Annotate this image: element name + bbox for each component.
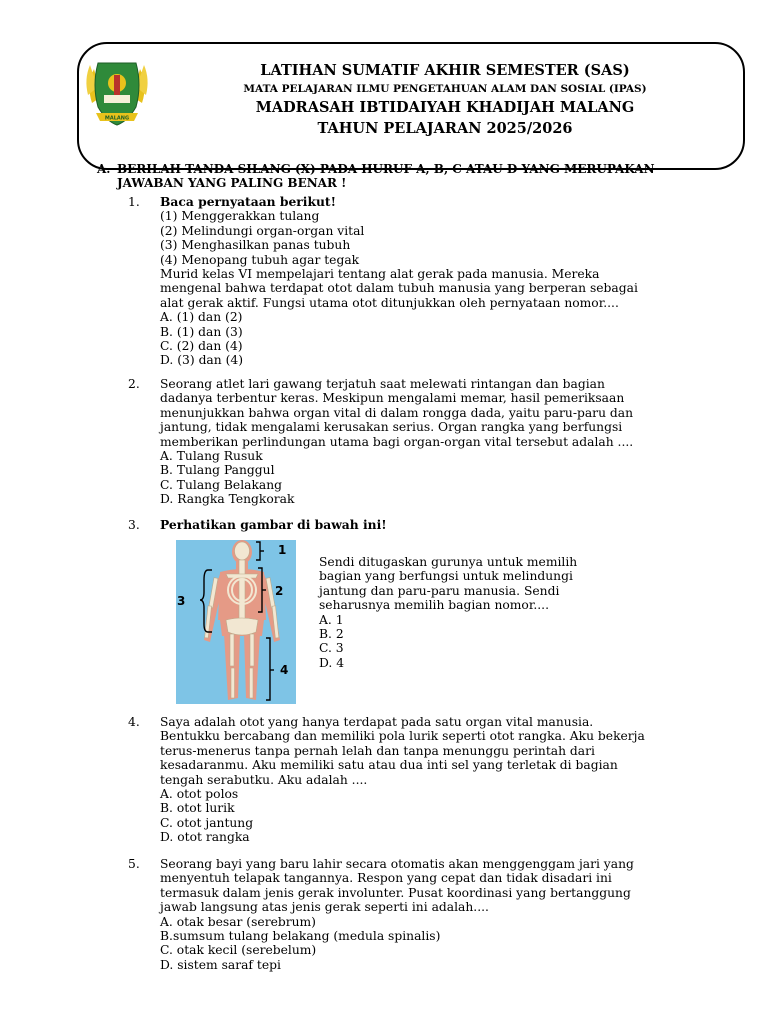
question-stem-line: menunjukkan bahwa organ vital di dalam rongga dada, yaitu paru-paru dan — [160, 405, 634, 420]
school-crest-icon — [84, 55, 150, 131]
statement: (1) Menggerakkan tulang — [160, 209, 320, 224]
answer-option-d[interactable]: D. otot rangka — [160, 830, 250, 845]
answer-option-a[interactable]: A. otak besar (serebrum) — [160, 914, 316, 929]
section-instruction — [97, 162, 709, 190]
question-intro: Perhatikan gambar di bawah ini! — [160, 517, 387, 532]
question-stem-line: Bentukku bercabang dan memiliki pola lurik seperti otot rangka. Aku bekerja — [160, 729, 645, 744]
statement: (2) Melindungi organ-organ vital — [160, 223, 365, 238]
section-line-1: BERILAH TANDA SILANG (X) PADA HURUF A, B, C ATAU D YANG MERUPAKAN — [117, 162, 655, 176]
question-stem-line: Seorang atlet lari gawang terjatuh saat melewati rintangan dan bagian — [160, 377, 605, 391]
answer-option-b[interactable]: B.sumsum tulang belakang (medula spinalis) — [160, 929, 441, 944]
question-stem-line: alat gerak aktif. Fungsi utama otot ditunjukkan oleh pernyataan nomor.... — [160, 295, 619, 310]
question-stem-line: tengah serabutku. Aku adalah .... — [160, 772, 368, 787]
answer-option-d[interactable]: D. Rangka Tengkorak — [160, 492, 295, 507]
question-stem-line: mengenal bahwa terdapat otot dalam tubuh manusia yang berperan sebagai — [160, 281, 638, 296]
answer-option-b[interactable]: B. 2 — [319, 627, 344, 642]
figure-label-4: 4 — [280, 663, 289, 677]
question-stem-line: seharusnya memilih bagian nomor.... — [319, 598, 549, 613]
question-number: 2. — [128, 377, 140, 391]
question-stem-line: Saya adalah otot yang hanya terdapat pada satu organ vital manusia. — [160, 715, 594, 729]
answer-option-c[interactable]: C. otot jantung — [160, 815, 254, 830]
answer-option-d[interactable]: D. 4 — [319, 655, 345, 670]
exam-title: LATIHAN SUMATIF AKHIR SEMESTER (SAS) — [260, 62, 630, 79]
figure-label-2: 2 — [275, 584, 284, 598]
section-line-2: JAWABAN YANG PALING BENAR ! — [117, 176, 347, 190]
question-number: 3. — [128, 518, 140, 532]
school-year: TAHUN PELAJARAN 2025/2026 — [317, 120, 573, 137]
answer-option-a[interactable]: A. Tulang Rusuk — [160, 449, 263, 464]
answer-option-d[interactable]: D. (3) dan (4) — [160, 353, 244, 368]
question-stem-line: terus-menerus tanpa pernah lelah dan tanpa menunggu perintah dari — [160, 743, 595, 758]
school-name: MADRASAH IBTIDAIYAH KHADIJAH MALANG — [255, 99, 635, 116]
answer-option-c[interactable]: C. (2) dan (4) — [160, 339, 243, 354]
answer-option-d[interactable]: D. sistem saraf tepi — [160, 957, 281, 972]
question-number: 1. — [128, 195, 140, 209]
answer-option-b[interactable]: B. Tulang Panggul — [160, 463, 275, 478]
question-stem-line: termasuk dalam jenis gerak involunter. Pusat koordinasi yang bertanggung — [160, 885, 631, 900]
question-intro: Baca pernyataan berikut! — [160, 194, 336, 209]
question-stem-line: Murid kelas VI mempelajari tentang alat gerak pada manusia. Mereka — [160, 267, 600, 282]
section-label: A. — [97, 162, 111, 176]
logo-text: MALANG — [104, 115, 130, 122]
statement: (3) Menghasilkan panas tubuh — [160, 238, 351, 253]
skeleton-icon — [176, 540, 296, 704]
figure-label-3: 3 — [177, 594, 186, 608]
question-number: 5. — [128, 857, 140, 871]
figure-label-1: 1 — [278, 543, 287, 557]
question-stem-line: kesadaranmu. Aku memiliki satu atau dua inti sel yang terletak di bagian — [160, 758, 618, 773]
question-number: 4. — [128, 715, 140, 729]
question-stem-line: Sendi ditugaskan gurunya untuk memilih — [319, 555, 578, 569]
answer-option-c[interactable]: C. 3 — [319, 641, 344, 656]
question-stem-line: jantung, tidak mengalami kerusakan serius. Organ rangka yang berfungsi — [160, 420, 623, 435]
question-stem-line: bagian yang berfungsi untuk melindungi — [319, 569, 573, 584]
question-stem-line: memberikan perlindungan utama bagi organ-organ vital tersebut adalah .... — [160, 434, 634, 449]
answer-option-c[interactable]: C. Tulang Belakang — [160, 477, 283, 492]
answer-option-a[interactable]: A. (1) dan (2) — [160, 310, 243, 325]
question-stem-line: dadanya terbentur keras. Meskipun mengalami memar, hasil pemeriksaan — [160, 391, 625, 406]
answer-option-a[interactable]: A. 1 — [319, 612, 344, 627]
question-stem-line: menyentuh telapak tangannya. Respon yang cepat dan tidak disadari ini — [160, 871, 612, 886]
statement: (4) Menopang tubuh agar tegak — [160, 252, 360, 267]
question-stem-line: jawab langsung atas jenis gerak seperti ini adalah.... — [160, 900, 489, 915]
answer-option-b[interactable]: B. (1) dan (3) — [160, 324, 243, 339]
subject-title: MATA PELAJARAN ILMU PENGETAHUAN ALAM DAN SOSIAL (IPAS) — [243, 83, 647, 95]
question-3-text — [319, 555, 619, 670]
skeleton-figure — [176, 540, 296, 704]
answer-option-b[interactable]: B. otot lurik — [160, 801, 235, 816]
question-stem-line: Seorang bayi yang baru lahir secara otomatis akan menggenggam jari yang — [160, 857, 634, 871]
answer-option-c[interactable]: C. otak kecil (serebelum) — [160, 943, 317, 958]
answer-option-a[interactable]: A. otot polos — [160, 787, 239, 802]
question-stem-line: jantung dan paru-paru manusia. Sendi — [319, 583, 560, 598]
